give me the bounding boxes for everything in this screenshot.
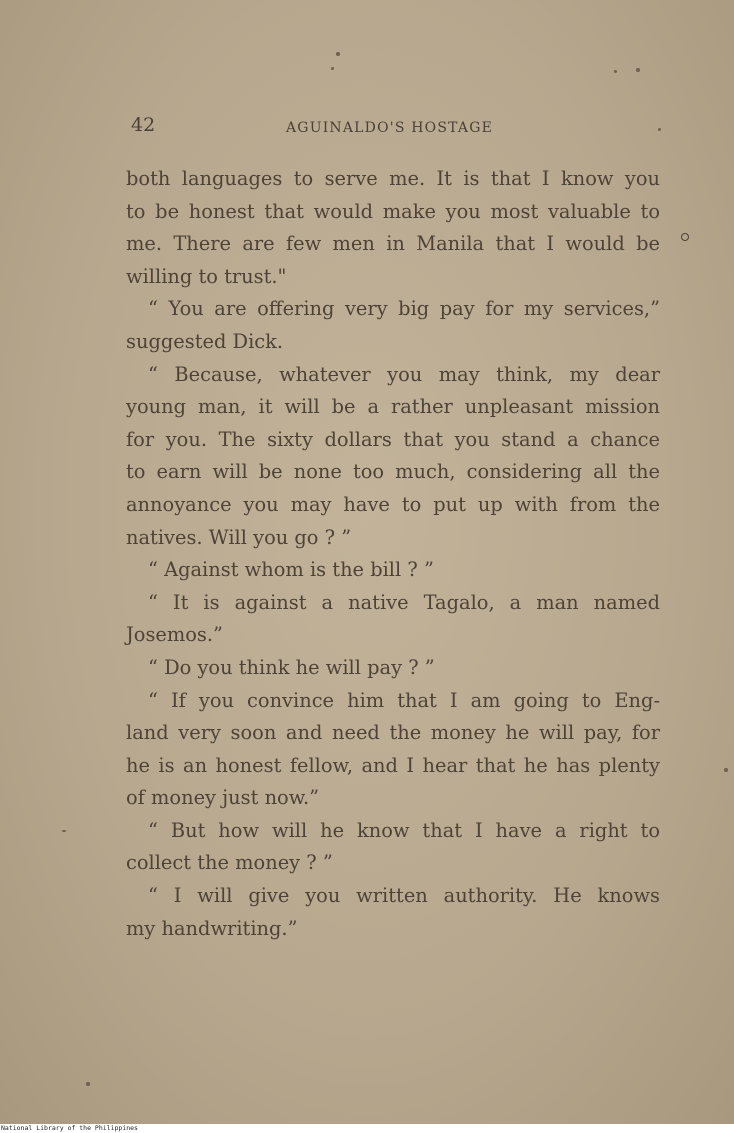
text-line: collect the money ? ”: [126, 851, 333, 875]
speck: [658, 128, 661, 131]
text-line: willing to trust.": [126, 264, 287, 288]
text-line: “ But how will he know that I have a right to: [148, 818, 660, 842]
text-line: “ Because, whatever you may think, my dear: [148, 362, 660, 386]
text-line: Josemos.”: [126, 623, 223, 647]
text-line: young man, it will be a rather unpleasant mission: [126, 395, 660, 419]
running-head-title: AGUINALDO'S HOSTAGE: [286, 120, 494, 136]
text-line: suggested Dick.: [126, 329, 284, 353]
speck: [681, 233, 689, 241]
speck: [336, 52, 340, 56]
speck: [331, 67, 334, 70]
speck: [724, 768, 728, 772]
text-line: to be honest that would make you most valuable to: [126, 199, 660, 223]
text-line: “ You are offering very big pay for my services,”: [148, 297, 660, 321]
text-line: to earn will be none too much, considering all the: [126, 460, 660, 484]
text-line: “ I will give you written authority. He knows: [148, 884, 660, 908]
footer-bar: [0, 1124, 734, 1133]
text-line: my handwriting.”: [126, 916, 298, 940]
text-line: both languages to serve me. It is that I know you: [126, 167, 660, 190]
text-line: “ If you convince him that I am going to Eng-: [148, 688, 660, 712]
speck: [86, 1082, 90, 1086]
text-line: “ Do you think he will pay ? ”: [148, 655, 435, 679]
text-line: land very soon and need the money he will pay, for: [126, 721, 660, 745]
text-line: of money just now.”: [126, 786, 320, 810]
text-line: “ Against whom is the bill ? ”: [148, 558, 434, 582]
library-watermark: National Library of the Philippines: [1, 1124, 138, 1132]
text-line: he is an honest fellow, and I hear that he has plenty: [126, 753, 660, 777]
text-line: natives. Will you go ? ”: [126, 525, 352, 549]
speck: [614, 70, 617, 73]
page-number: 42: [131, 114, 156, 136]
text-line: “ It is against a native Tagalo, a man named: [148, 590, 660, 614]
speck: [636, 68, 640, 72]
text-line: annoyance you may have to put up with from the: [126, 492, 660, 516]
text-line: me. There are few men in Manila that I would be: [126, 232, 660, 256]
speck: [62, 830, 66, 832]
text-line: for you. The sixty dollars that you stand a chance: [126, 427, 660, 451]
body-text: [126, 163, 660, 945]
